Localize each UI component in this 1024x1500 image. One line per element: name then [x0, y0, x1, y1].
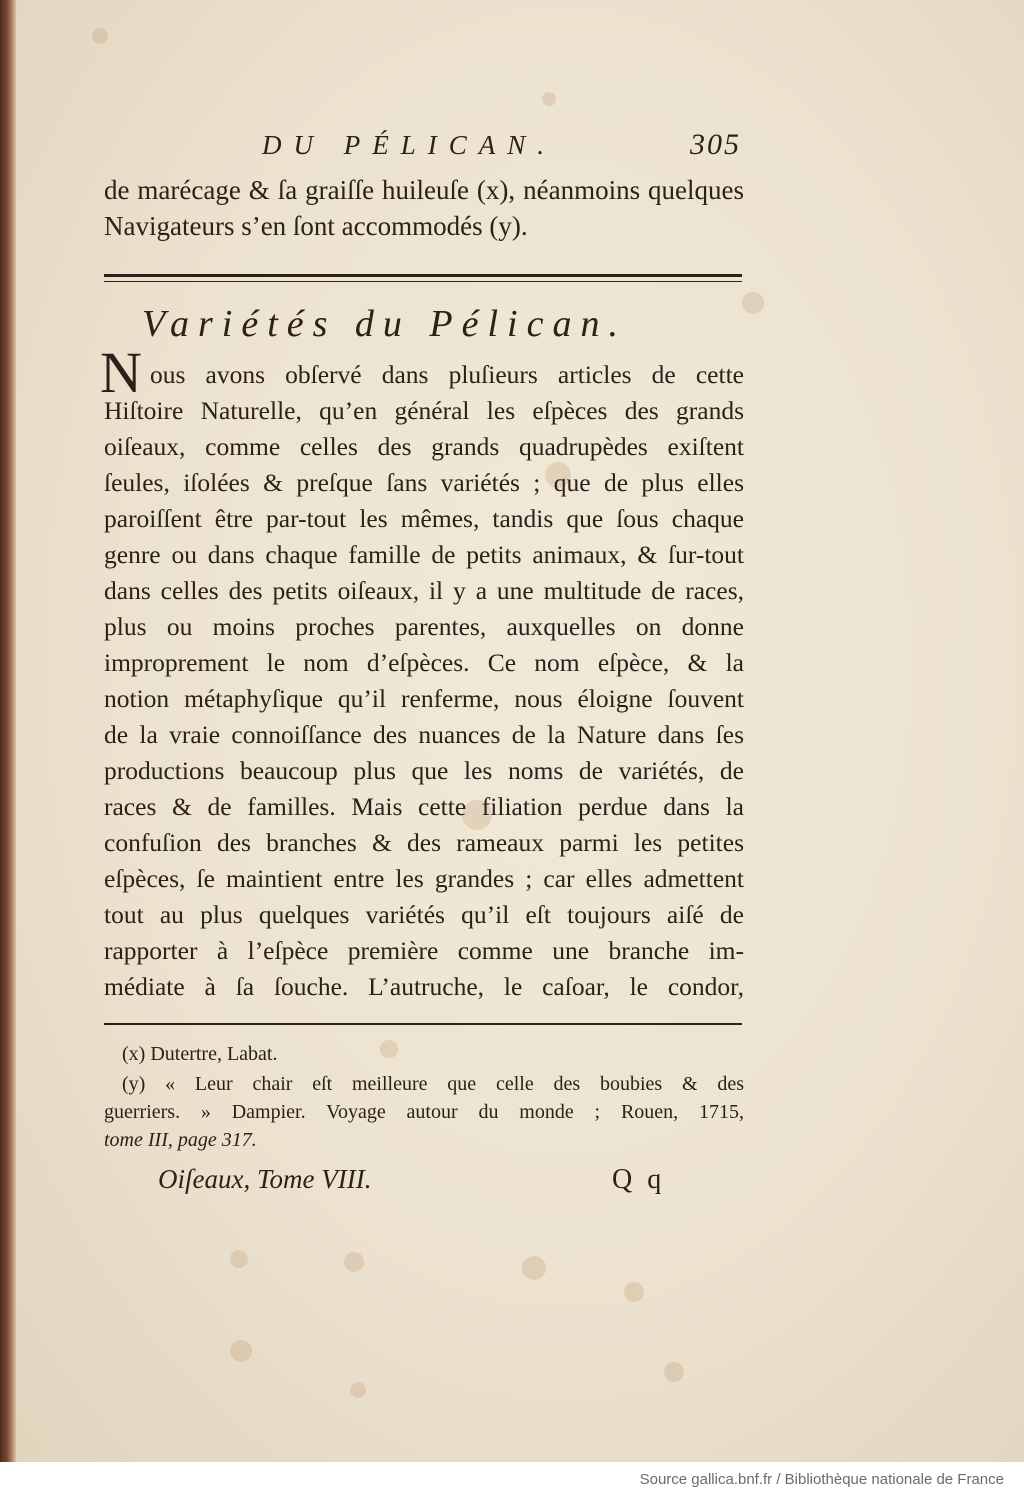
body-line: genre ou dans chaque famille de petits animaux, & ſur-tout — [104, 540, 744, 569]
section-rule — [104, 274, 742, 282]
body-line: productions beaucoup plus que les noms de variétés, de — [104, 756, 744, 785]
body-line: tout au plus quelques variétés qu’il eſt toujours aiſé de — [104, 900, 744, 929]
body-line: de la vraie connoiſſance des nuances de la Nature dans ſes — [104, 720, 744, 749]
body-line: rapporter à l’eſpèce première comme une branche im- — [104, 936, 744, 965]
body-line: ous avons obſervé dans pluſieurs articles de cette — [150, 360, 744, 389]
foxing-spot — [350, 1382, 366, 1398]
body-line: confuſion des branches & des rameaux parmi les petites — [104, 828, 744, 857]
signature-mark: Q q — [612, 1164, 666, 1195]
running-head: DU PÉLICAN. — [262, 130, 556, 160]
carryover-line: Navigateurs s’en ſont accommodés (y). — [104, 211, 528, 241]
carryover-line: de marécage & ſa graiſſe huileuſe (x), néanmoins quelques — [104, 175, 744, 205]
body-line: médiate à ſa ſouche. L’autruche, le caſoar, le condor, — [104, 972, 744, 1001]
foxing-spot — [664, 1362, 684, 1382]
footnote-y-line: tome III, page 317. — [104, 1129, 257, 1151]
source-credit: Source gallica.bnf.fr / Bibliothèque nationale de France — [639, 1471, 1004, 1488]
foxing-spot — [522, 1256, 546, 1280]
body-line: eſpèces, ſe maintient entre les grandes ; car elles admettent — [104, 864, 744, 893]
footnote-y-line: (y) « Leur chair eſt meilleure que celle des boubies & des — [122, 1073, 744, 1095]
body-line: oiſeaux, comme celles des grands quadrupèdes exiſtent — [104, 432, 744, 461]
body-line: paroiſſent être par-tout les mêmes, tandis que ſous chaque — [104, 504, 744, 533]
body-line: ſeules, iſolées & preſque ſans variétés ; que de plus elles — [104, 468, 744, 497]
section-title: Variétés du Pélican. — [142, 303, 627, 345]
volume-signature: Oiſeaux, Tome VIII. — [158, 1164, 372, 1194]
body-line: plus ou moins proches parentes, auxquelles on donne — [104, 612, 744, 641]
body-line: dans celles des petits oiſeaux, il y a une multitude de races, — [104, 576, 744, 605]
source-bar — [0, 1462, 1024, 1500]
body-line: Hiſtoire Naturelle, qu’en général les eſpèces des grands — [104, 396, 744, 425]
footnote-rule — [104, 1023, 742, 1025]
foxing-spot — [542, 92, 556, 106]
foxing-spot — [624, 1282, 644, 1302]
foxing-spot — [230, 1250, 248, 1268]
foxing-spot — [344, 1252, 364, 1272]
book-binding — [0, 0, 16, 1462]
foxing-spot — [230, 1340, 252, 1362]
foxing-spot — [742, 292, 764, 314]
drop-cap: N — [100, 340, 142, 405]
body-line: races & de familles. Mais cette filiation perdue dans la — [104, 792, 744, 821]
page-number: 305 — [690, 128, 741, 161]
body-line: improprement le nom d’eſpèces. Ce nom eſpèce, & la — [104, 648, 744, 677]
foxing-spot — [92, 28, 108, 44]
footnote-x: (x) Dutertre, Labat. — [122, 1043, 278, 1065]
body-line: notion métaphyſique qu’il renferme, nous éloigne ſouvent — [104, 684, 744, 713]
footnote-y-line: guerriers. » Dampier. Voyage autour du monde ; Rouen, 1715, — [104, 1101, 744, 1123]
